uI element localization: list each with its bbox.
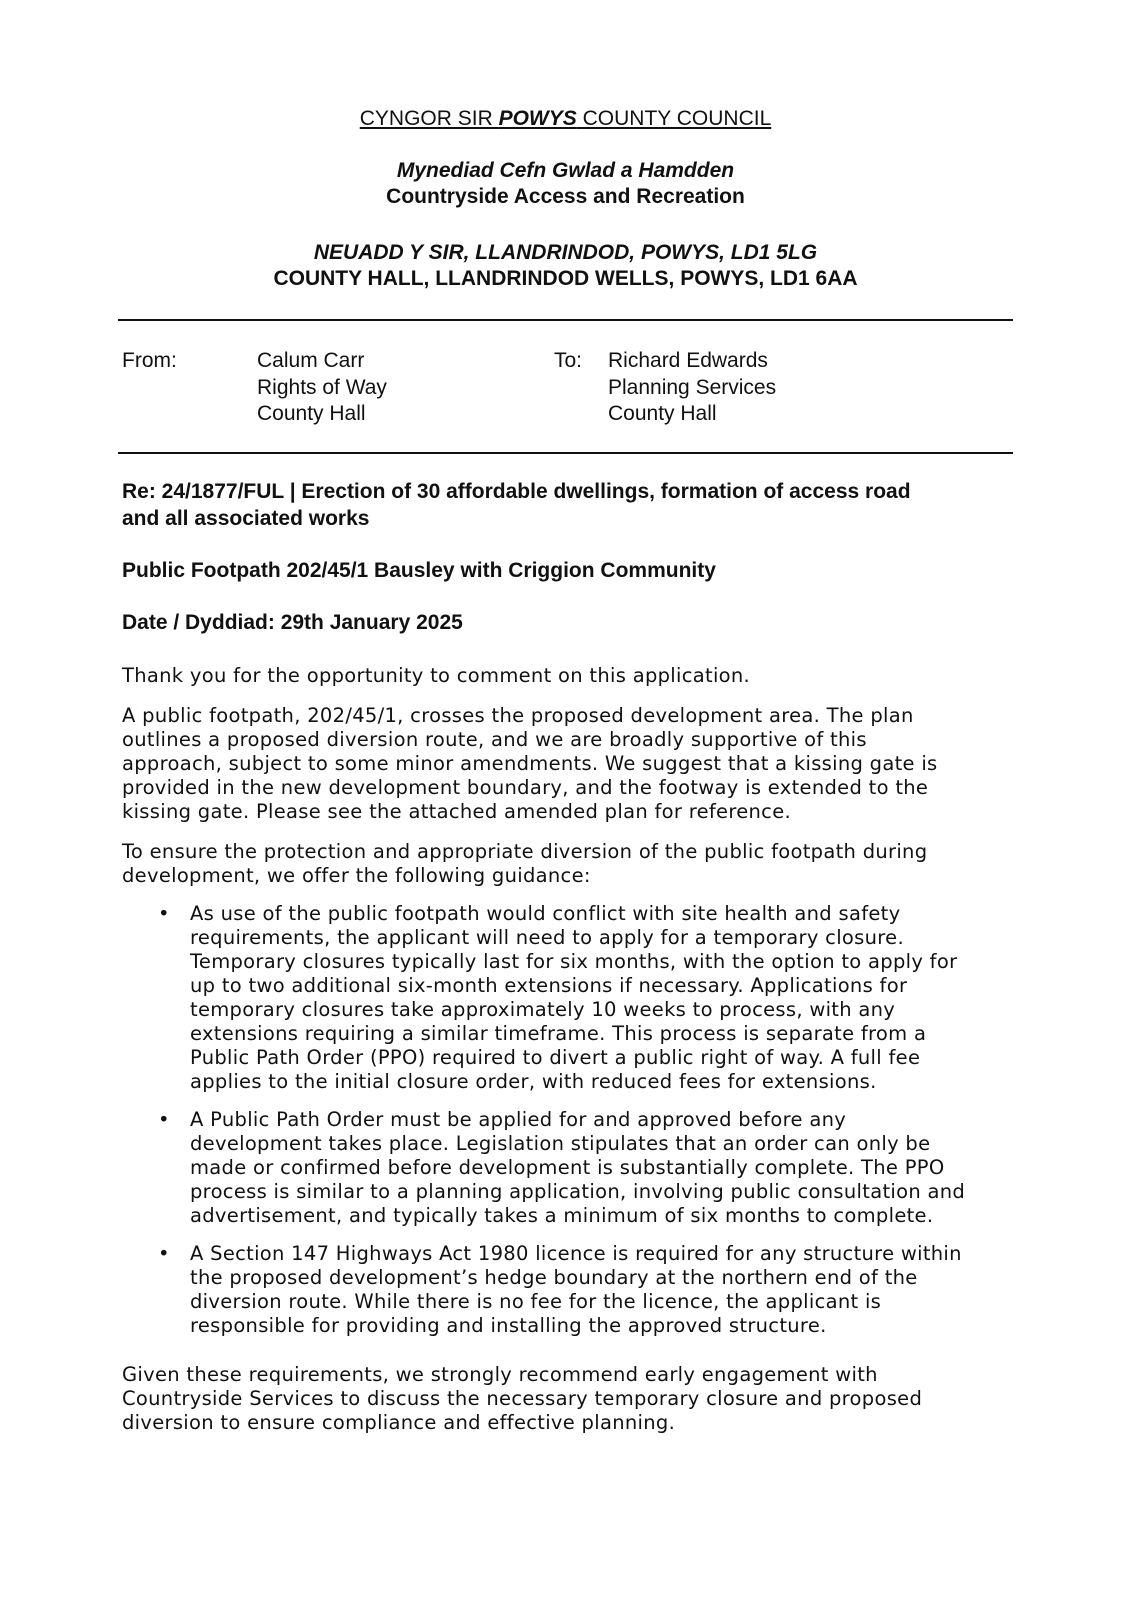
text-line: Public Path Order (PPO) required to divert a public right of way. A full fee: [190, 1046, 921, 1069]
text-line: outlines a proposed diversion route, and we are broadly supportive of this: [122, 728, 867, 751]
list-item-text: [190, 1108, 1022, 1228]
text-line: diversion to ensure compliance and effective planning.: [122, 1411, 676, 1434]
council-name-suffix: COUNTY COUNCIL: [576, 107, 772, 130]
address-welsh: NEUADD Y SIR, LLANDRINDOD, POWYS, LD1 5LG: [313, 241, 818, 264]
text-line: extensions requiring a similar timeframe. This process is separate from a: [190, 1022, 927, 1045]
council-name-powys: POWYS: [498, 107, 577, 130]
text-line: made or confirmed before development is substantially complete. The PPO: [190, 1156, 945, 1179]
council-name-prefix: CYNGOR SIR: [359, 107, 499, 130]
text-line: kissing gate. Please see the attached amended plan for reference.: [122, 800, 791, 823]
divider-top: [118, 319, 1013, 321]
text-line: diversion route. While there is no fee for the licence, the applicant is: [190, 1290, 882, 1313]
divider-bottom: [118, 452, 1013, 454]
paragraph-thanks: [122, 664, 750, 688]
to-line: Richard Edwards: [608, 349, 768, 372]
text-line: development, we offer the following guidance:: [122, 864, 591, 887]
footpath-title: Public Footpath 202/45/1 Bausley with Criggion Community: [122, 559, 716, 582]
text-line: As use of the public footpath would conflict with site health and safety: [190, 902, 901, 925]
text-line: Thank you for the opportunity to comment on this application.: [122, 664, 751, 687]
subject-reference: [122, 479, 911, 532]
department-english: Countryside Access and Recreation: [386, 185, 745, 208]
from-line: Calum Carr: [257, 349, 365, 372]
text-line: applies to the initial closure order, with reduced fees for extensions.: [190, 1070, 877, 1093]
text-line: requirements, the applicant will need to apply for a temporary closure.: [190, 926, 904, 949]
text-line: A Public Path Order must be applied for and approved before any: [190, 1108, 847, 1131]
guidance-list: [122, 902, 1022, 1352]
list-item: [122, 1108, 1022, 1228]
text-line: Countryside Services to discuss the necessary temporary closure and proposed: [122, 1387, 923, 1410]
text-line: development takes place. Legislation stipulates that an order can only be: [190, 1132, 931, 1155]
bullet-icon: •: [158, 1242, 170, 1265]
department-welsh: Mynediad Cefn Gwlad a Hamdden: [396, 159, 735, 182]
text-line: A Section 147 Highways Act 1980 licence is required for any structure within: [190, 1242, 962, 1265]
text-line: A public footpath, 202/45/1, crosses the proposed development area. The plan: [122, 704, 914, 727]
bullet-icon: •: [158, 1108, 170, 1131]
to-line: Planning Services: [608, 375, 777, 399]
from-details: [257, 348, 387, 428]
to-label: To:: [554, 349, 583, 372]
to-line: County Hall: [608, 402, 717, 425]
from-line: County Hall: [257, 402, 366, 425]
text-line: Given these requirements, we strongly recommend early engagement with: [122, 1363, 878, 1386]
paragraph-closing: [122, 1363, 922, 1435]
list-item-text: [190, 1242, 1022, 1338]
from-label: From:: [122, 349, 177, 372]
council-name: [0, 106, 1131, 132]
text-line: approach, subject to some minor amendments. We suggest that a kissing gate is: [122, 752, 938, 775]
letter-date: Date / Dyddiad: 29th January 2025: [122, 611, 463, 634]
address-english: COUNTY HALL, LLANDRINDOD WELLS, POWYS, LD1 6AA: [273, 267, 858, 290]
list-item-text: [190, 902, 1022, 1094]
text-line: process is similar to a planning application, involving public consultation and: [190, 1180, 966, 1203]
to-details: [608, 348, 776, 428]
list-item: [122, 902, 1022, 1094]
from-line: Rights of Way: [257, 375, 387, 399]
text-line: responsible for providing and installing the approved structure.: [190, 1314, 827, 1337]
department-heading: [0, 158, 1131, 210]
text-line: Temporary closures typically last for six months, with the option to apply for: [190, 950, 958, 973]
text-line: temporary closures take approximately 10 weeks to process, with any: [190, 998, 896, 1021]
text-line: up to two additional six-month extensions if necessary. Applications for: [190, 974, 908, 997]
paragraph-footpath: [122, 704, 938, 824]
paragraph-guidance-intro: [122, 840, 927, 888]
subject-line: and all associated works: [122, 506, 370, 530]
text-line: advertisement, and typically takes a minimum of six months to complete.: [190, 1204, 934, 1227]
text-line: the proposed development’s hedge boundary at the northern end of the: [190, 1266, 918, 1289]
text-line: To ensure the protection and appropriate diversion of the public footpath during: [122, 840, 928, 863]
subject-line: Re: 24/1877/FUL | Erection of 30 affordable dwellings, formation of access road: [122, 480, 911, 503]
text-line: provided in the new development boundary, and the footway is extended to the: [122, 776, 929, 799]
list-item: [122, 1242, 1022, 1338]
address-heading: [0, 240, 1131, 292]
bullet-icon: •: [158, 902, 170, 925]
